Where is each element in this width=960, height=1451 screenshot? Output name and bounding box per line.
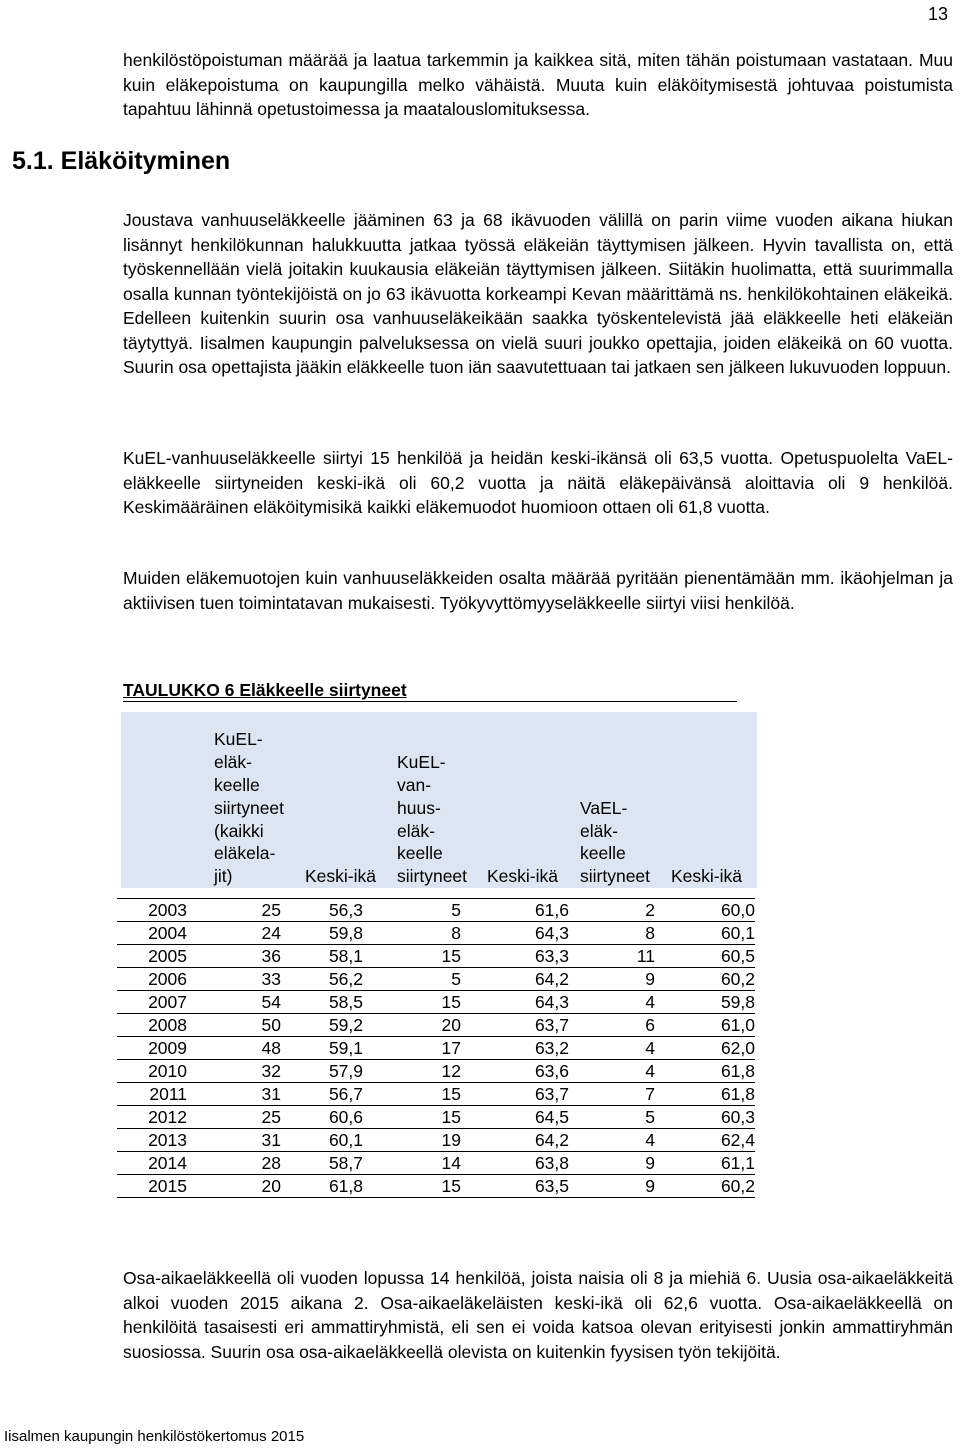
value-cell: 36 bbox=[187, 945, 281, 968]
value-cell: 6 bbox=[569, 1014, 655, 1037]
value-cell: 64,2 bbox=[461, 1129, 569, 1152]
year-cell: 2007 bbox=[117, 991, 187, 1014]
value-cell: 64,2 bbox=[461, 968, 569, 991]
value-cell: 25 bbox=[187, 899, 281, 922]
header-kuel-all: KuEL- eläk- keelle siirtyneet (kaikki eläkela- jit) bbox=[214, 729, 285, 887]
value-cell: 61,1 bbox=[655, 1152, 755, 1175]
value-cell: 5 bbox=[569, 1106, 655, 1129]
table-row bbox=[117, 1083, 755, 1106]
value-cell: 9 bbox=[569, 1152, 655, 1175]
value-cell: 60,6 bbox=[281, 1106, 363, 1129]
closing-paragraph: Osa-aikaeläkkeellä oli vuoden lopussa 14 henkilöä, joista naisia oli 8 ja miehiä 6. Uusia osa-aikaeläkkeitä alkoi vuoden 2015 aikana 2. Osa-aikaeläkeläisten keski-ikä oli 62,6 vuotta. Osa-aikaeläkkeellä on henkilöitä tasaisesti eri ammattiryhmistä, eli sen ei voida katsoa olevan erityisesti jonkin ammattiryhmän suosiossa. Suurin osa osa-aikaeläkkeellä olevista on kuitenkin fyysisen työn tekijöitä. bbox=[123, 1268, 953, 1362]
year-cell: 2014 bbox=[117, 1152, 187, 1175]
year-cell: 2011 bbox=[117, 1083, 187, 1106]
value-cell: 15 bbox=[363, 945, 461, 968]
value-cell: 57,9 bbox=[281, 1060, 363, 1083]
header-kuel-old-age: KuEL- van- huus- eläk- keelle siirtyneet bbox=[397, 752, 468, 887]
value-cell: 11 bbox=[569, 945, 655, 968]
value-cell: 4 bbox=[569, 991, 655, 1014]
table-header bbox=[121, 712, 757, 888]
value-cell: 61,6 bbox=[461, 899, 569, 922]
value-cell: 56,2 bbox=[281, 968, 363, 991]
value-cell: 56,3 bbox=[281, 899, 363, 922]
year-cell: 2013 bbox=[117, 1129, 187, 1152]
year-cell: 2003 bbox=[117, 899, 187, 922]
value-cell: 15 bbox=[363, 1083, 461, 1106]
value-cell: 63,7 bbox=[461, 1014, 569, 1037]
value-cell: 63,6 bbox=[461, 1060, 569, 1083]
value-cell: 5 bbox=[363, 899, 461, 922]
page-footer: Iisalmen kaupungin henkilöstökertomus 2015 bbox=[4, 1428, 305, 1445]
value-cell: 60,1 bbox=[281, 1129, 363, 1152]
value-cell: 61,0 bbox=[655, 1014, 755, 1037]
value-cell: 4 bbox=[569, 1060, 655, 1083]
value-cell: 19 bbox=[363, 1129, 461, 1152]
value-cell: 60,5 bbox=[655, 945, 755, 968]
value-cell: 20 bbox=[363, 1014, 461, 1037]
table-row bbox=[117, 1014, 755, 1037]
section-heading: 5.1. Eläköityminen bbox=[12, 147, 231, 175]
value-cell: 63,7 bbox=[461, 1083, 569, 1106]
value-cell: 4 bbox=[569, 1037, 655, 1060]
value-cell: 9 bbox=[569, 968, 655, 991]
value-cell: 58,5 bbox=[281, 991, 363, 1014]
value-cell: 33 bbox=[187, 968, 281, 991]
value-cell: 60,1 bbox=[655, 922, 755, 945]
year-cell: 2010 bbox=[117, 1060, 187, 1083]
header-avg-age-1: Keski-ikä bbox=[305, 866, 376, 887]
value-cell: 60,3 bbox=[655, 1106, 755, 1129]
value-cell: 50 bbox=[187, 1014, 281, 1037]
value-cell: 20 bbox=[187, 1175, 281, 1198]
value-cell: 31 bbox=[187, 1129, 281, 1152]
table-row bbox=[117, 899, 755, 922]
value-cell: 59,2 bbox=[281, 1014, 363, 1037]
value-cell: 62,4 bbox=[655, 1129, 755, 1152]
value-cell: 48 bbox=[187, 1037, 281, 1060]
value-cell: 8 bbox=[569, 922, 655, 945]
value-cell: 4 bbox=[569, 1129, 655, 1152]
header-vael: VaEL- eläk- keelle siirtyneet bbox=[580, 797, 651, 887]
value-cell: 54 bbox=[187, 991, 281, 1014]
table-row bbox=[117, 945, 755, 968]
header-avg-age-3: Keski-ikä bbox=[671, 866, 742, 887]
table-row bbox=[117, 1106, 755, 1129]
value-cell: 2 bbox=[569, 899, 655, 922]
table-row bbox=[117, 922, 755, 945]
year-cell: 2012 bbox=[117, 1106, 187, 1129]
table-row bbox=[117, 968, 755, 991]
value-cell: 63,3 bbox=[461, 945, 569, 968]
value-cell: 8 bbox=[363, 922, 461, 945]
value-cell: 7 bbox=[569, 1083, 655, 1106]
page-number: 13 bbox=[927, 4, 948, 24]
paragraph-other-pensions: Muiden eläkemuotojen kuin vanhuuseläkkeiden osalta määrää pyritään pienentämään mm. ikäohjelman ja aktiivisen tuen toimintatavan mukaisesti. Työkyvyttömyyseläkkeelle siirtyi viisi henkilöä. bbox=[123, 568, 953, 613]
table-row bbox=[117, 1175, 755, 1198]
table-row bbox=[117, 1129, 755, 1152]
value-cell: 62,0 bbox=[655, 1037, 755, 1060]
value-cell: 64,3 bbox=[461, 922, 569, 945]
value-cell: 63,5 bbox=[461, 1175, 569, 1198]
paragraph-kuel-vael-stats: KuEL-vanhuuseläkkeelle siirtyi 15 henkilöä ja heidän keski-ikänsä oli 63,5 vuotta. Opetuspuolelta VaEL-eläkkeelle siirtyneiden keski-ikä oli 60,2 vuotta ja näitä eläkepäivänsä aloittavia oli 9 henkilöä. Keskimääräinen eläköitymisikä kaikki eläkemuodot huomioon ottaen oli 61,8 vuotta. bbox=[123, 448, 953, 517]
value-cell: 58,1 bbox=[281, 945, 363, 968]
year-cell: 2006 bbox=[117, 968, 187, 991]
retirement-table bbox=[117, 898, 755, 1198]
value-cell: 24 bbox=[187, 922, 281, 945]
value-cell: 5 bbox=[363, 968, 461, 991]
value-cell: 56,7 bbox=[281, 1083, 363, 1106]
value-cell: 61,8 bbox=[655, 1060, 755, 1083]
year-cell: 2015 bbox=[117, 1175, 187, 1198]
header-avg-age-2: Keski-ikä bbox=[487, 866, 558, 887]
value-cell: 59,8 bbox=[655, 991, 755, 1014]
value-cell: 31 bbox=[187, 1083, 281, 1106]
value-cell: 28 bbox=[187, 1152, 281, 1175]
year-cell: 2005 bbox=[117, 945, 187, 968]
year-cell: 2008 bbox=[117, 1014, 187, 1037]
value-cell: 25 bbox=[187, 1106, 281, 1129]
value-cell: 59,1 bbox=[281, 1037, 363, 1060]
paragraph-retirement-flexibility: Joustava vanhuuseläkkeelle jääminen 63 ja 68 ikävuoden välillä on parin viime vuoden aikana hiukan lisännyt henkilökunnan halukkuutta jatkaa työssä eläkeiän täyttymisen jälkeen. Hyvin tavallista on, että työskennellään vielä joitakin kuukausia eläkeiän täyttymisen jälkeen. Siitäkin huolimatta, että suurimmalla osalla kunnan työntekijöistä on jo 63 ikävuotta korkeampi Kevan määrittämä ns. henkilökohtainen eläkeikä. Edelleen kuitenkin suurin osa vanhuuseläkeikään saakka työskentelevistä jää eläkkeelle heti eläkeiän täytyttyä. Iisalmen kaupungin palveluksessa on vielä suuri joukko opettajia, joiden eläkeikä on 60 vuotta. Suurin osa opettajista jääkin eläkkeelle tuon iän saavutettuaan tai jatkaen sen jälkeen lukuvuoden loppuun. bbox=[123, 210, 953, 377]
value-cell: 63,2 bbox=[461, 1037, 569, 1060]
value-cell: 9 bbox=[569, 1175, 655, 1198]
value-cell: 58,7 bbox=[281, 1152, 363, 1175]
table-title: TAULUKKO 6 Eläkkeelle siirtyneet bbox=[123, 680, 407, 700]
value-cell: 32 bbox=[187, 1060, 281, 1083]
table-row bbox=[117, 1037, 755, 1060]
value-cell: 15 bbox=[363, 1175, 461, 1198]
year-cell: 2009 bbox=[117, 1037, 187, 1060]
year-cell: 2004 bbox=[117, 922, 187, 945]
table-title-underline bbox=[123, 701, 737, 702]
table-row bbox=[117, 1152, 755, 1175]
value-cell: 60,2 bbox=[655, 1175, 755, 1198]
value-cell: 64,3 bbox=[461, 991, 569, 1014]
value-cell: 17 bbox=[363, 1037, 461, 1060]
value-cell: 61,8 bbox=[655, 1083, 755, 1106]
value-cell: 59,8 bbox=[281, 922, 363, 945]
value-cell: 12 bbox=[363, 1060, 461, 1083]
value-cell: 15 bbox=[363, 1106, 461, 1129]
value-cell: 63,8 bbox=[461, 1152, 569, 1175]
value-cell: 60,2 bbox=[655, 968, 755, 991]
table-row bbox=[117, 991, 755, 1014]
value-cell: 64,5 bbox=[461, 1106, 569, 1129]
value-cell: 15 bbox=[363, 991, 461, 1014]
intro-paragraph: henkilöstöpoistuman määrää ja laatua tarkemmin ja kaikkea sitä, miten tähän poistumaan vastataan. Muu kuin eläkepoistuma on kaupungilla melko vähäistä. Muuta kuin eläköitymisestä johtuvaa poistumista tapahtuu lähinnä opetustoimessa ja maatalouslomituksessa. bbox=[123, 50, 953, 119]
table-row bbox=[117, 1060, 755, 1083]
value-cell: 14 bbox=[363, 1152, 461, 1175]
value-cell: 61,8 bbox=[281, 1175, 363, 1198]
value-cell: 60,0 bbox=[655, 899, 755, 922]
